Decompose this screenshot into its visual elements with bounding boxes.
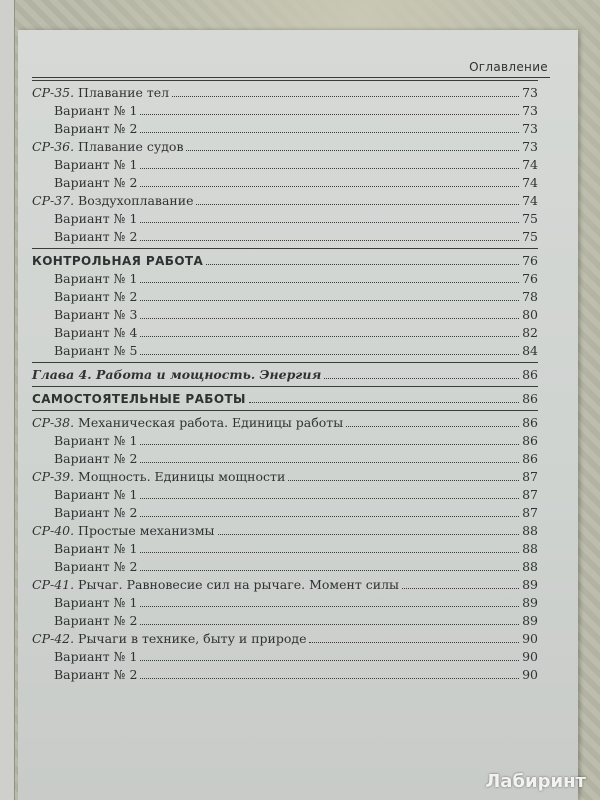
toc-sub-entry (32, 558, 538, 576)
toc-entry-page: 86 (522, 415, 538, 430)
toc-sub-entry (32, 306, 538, 324)
toc-entry-page: 73 (522, 103, 538, 118)
leader-dots (140, 281, 519, 283)
toc-entry-ref: СР-37. (32, 193, 75, 208)
toc-entry-page: 90 (522, 667, 538, 682)
toc-entry-page: 74 (522, 157, 538, 172)
leader-dots (402, 587, 519, 589)
toc-entry-text: Мощность. Единицы мощности (74, 469, 286, 484)
leader-dots (140, 221, 519, 223)
toc-entry-page: 88 (522, 559, 538, 574)
toc-entry (32, 84, 538, 102)
leader-dots (140, 317, 519, 319)
toc-sub-entry (32, 270, 538, 288)
toc-entry-title: Вариант № 1 (54, 103, 138, 118)
toc-entry-title: Вариант № 1 (54, 649, 138, 664)
toc-entry-title: Вариант № 1 (54, 541, 138, 556)
leader-dots (186, 149, 519, 151)
toc-sub-entry (32, 288, 538, 306)
toc-entry-title: Глава 4. Работа и мощность. Энергия (32, 367, 322, 382)
toc-entry-page: 75 (522, 211, 538, 226)
leader-dots (324, 377, 519, 379)
toc-entry-independent (32, 390, 538, 408)
toc-entry-title (32, 84, 169, 102)
toc-entry-page: 90 (522, 649, 538, 664)
leader-dots (140, 353, 519, 355)
toc-entry-title: Вариант № 2 (54, 175, 138, 190)
toc-sub-entry (32, 612, 538, 630)
toc-entry (32, 414, 538, 432)
toc-entry-page: 89 (522, 577, 538, 592)
toc-block-1 (32, 84, 538, 246)
toc-entry-page: 73 (522, 121, 538, 136)
toc-entry-title: Вариант № 1 (54, 271, 138, 286)
watermark-logo: Лабиринт (485, 771, 586, 792)
leader-dots (218, 533, 520, 535)
toc-entry-page: 76 (522, 271, 538, 286)
left-page-edge (0, 0, 15, 800)
toc-entry-title: Вариант № 3 (54, 307, 138, 322)
toc-entry-page: 80 (522, 307, 538, 322)
toc-entry-page: 86 (522, 391, 538, 406)
toc-entry-ref: СР-36. (32, 139, 75, 154)
leader-dots (140, 167, 519, 169)
toc-entry-title: Вариант № 2 (54, 451, 138, 466)
toc-sub-entry (32, 102, 538, 120)
toc-entry-title: Вариант № 1 (54, 487, 138, 502)
toc-entry-title (32, 468, 285, 486)
toc-entry-title (32, 192, 193, 210)
toc-entry-page: 76 (522, 253, 538, 268)
leader-dots (140, 113, 519, 115)
toc-entry-title: Вариант № 1 (54, 595, 138, 610)
leader-dots (140, 623, 519, 625)
toc-entry-ref: СР-40. (32, 523, 75, 538)
toc-entry-page: 78 (522, 289, 538, 304)
separator (32, 362, 538, 363)
leader-dots (140, 131, 519, 133)
leader-dots (140, 605, 519, 607)
toc-entry-title: Вариант № 1 (54, 433, 138, 448)
separator (32, 248, 538, 249)
leader-dots (196, 203, 519, 205)
toc-entry (32, 468, 538, 486)
toc-entry-text: Воздухоплавание (74, 193, 194, 208)
toc-entry-title: Вариант № 1 (54, 157, 138, 172)
toc-sub-entry (32, 504, 538, 522)
toc-entry-title: САМОСТОЯТЕЛЬНЫЕ РАБОТЫ (32, 392, 246, 406)
toc-entry-page: 88 (522, 523, 538, 538)
separator (32, 410, 538, 411)
toc-entry-text: Рычаг. Равновесие сил на рычаге. Момент силы (74, 577, 399, 592)
toc-entry-title (32, 522, 215, 540)
toc-entry-title: Вариант № 5 (54, 343, 138, 358)
toc-sub-entry (32, 210, 538, 228)
toc-sub-entry (32, 174, 538, 192)
separator (32, 80, 538, 81)
toc-entry-title (32, 414, 343, 432)
leader-dots (140, 677, 519, 679)
toc-sub-entry (32, 540, 538, 558)
toc-entry-ref: СР-38. (32, 415, 75, 430)
toc-entry-ref: СР-35. (32, 85, 75, 100)
leader-dots (140, 461, 519, 463)
toc-entry-title: Вариант № 2 (54, 613, 138, 628)
toc-sub-entry (32, 450, 538, 468)
toc-entry-page: 75 (522, 229, 538, 244)
toc-entry-text: Плавание судов (74, 139, 184, 154)
toc-sub-entry (32, 666, 538, 684)
toc-entry (32, 522, 538, 540)
toc-entry-page: 82 (522, 325, 538, 340)
toc-entry-page: 86 (522, 433, 538, 448)
toc-entry-title: Вариант № 2 (54, 121, 138, 136)
toc-entry-page: 74 (522, 193, 538, 208)
leader-dots (140, 443, 519, 445)
toc-entry-page: 87 (522, 487, 538, 502)
toc-entry-text: Механическая работа. Единицы работы (74, 415, 344, 430)
toc-sub-entry (32, 648, 538, 666)
toc-entry-ref: СР-39. (32, 469, 75, 484)
toc-sub-entry (32, 156, 538, 174)
leader-dots (309, 641, 519, 643)
leader-dots (249, 401, 519, 403)
toc-sub-entry (32, 594, 538, 612)
toc-entry-title: Вариант № 2 (54, 559, 138, 574)
leader-dots (140, 515, 519, 517)
running-head: Оглавление (469, 60, 548, 74)
toc-entry-title (32, 138, 183, 156)
leader-dots (172, 95, 519, 97)
toc-entry (32, 192, 538, 210)
toc-entry-title: Вариант № 2 (54, 229, 138, 244)
leader-dots (140, 551, 519, 553)
toc-entry (32, 576, 538, 594)
leader-dots (288, 479, 519, 481)
toc-entry-page: 87 (522, 469, 538, 484)
leader-dots (140, 299, 519, 301)
toc-sub-entry (32, 342, 538, 360)
separator (32, 386, 538, 387)
toc-entry-text: Рычаги в технике, быту и природе (74, 631, 307, 646)
toc-entry-page: 90 (522, 631, 538, 646)
toc-entry-title (32, 576, 399, 594)
leader-dots (140, 659, 519, 661)
toc-entry-title: Вариант № 2 (54, 289, 138, 304)
leader-dots (140, 239, 519, 241)
toc-block-2 (32, 414, 538, 684)
toc-entry-page: 88 (522, 541, 538, 556)
toc-entry-title: КОНТРОЛЬНАЯ РАБОТА (32, 254, 204, 268)
toc-entry-page: 73 (522, 139, 538, 154)
toc-entry-page: 84 (522, 343, 538, 358)
table-of-contents (32, 78, 538, 684)
toc-control-items (32, 270, 538, 360)
toc-sub-entry (32, 432, 538, 450)
leader-dots (206, 263, 519, 265)
toc-entry-page: 89 (522, 613, 538, 628)
toc-entry-page: 87 (522, 505, 538, 520)
toc-sub-entry (32, 324, 538, 342)
toc-entry-page: 89 (522, 595, 538, 610)
leader-dots (140, 569, 519, 571)
toc-entry-title: Вариант № 2 (54, 505, 138, 520)
toc-entry-title (32, 630, 306, 648)
toc-entry (32, 630, 538, 648)
toc-entry-title: Вариант № 1 (54, 211, 138, 226)
leader-dots (346, 425, 519, 427)
leader-dots (140, 497, 519, 499)
toc-entry-page: 86 (522, 451, 538, 466)
book-page (18, 30, 578, 800)
toc-entry-page: 74 (522, 175, 538, 190)
toc-entry-ref: СР-41. (32, 577, 75, 592)
leader-dots (140, 185, 519, 187)
toc-entry (32, 138, 538, 156)
toc-sub-entry (32, 120, 538, 138)
toc-entry-ref: СР-42. (32, 631, 75, 646)
toc-entry-text: Плавание тел (74, 85, 170, 100)
leader-dots (140, 335, 519, 337)
toc-entry-title: Вариант № 2 (54, 667, 138, 682)
toc-sub-entry (32, 228, 538, 246)
toc-entry-text: Простые механизмы (74, 523, 215, 538)
toc-entry-title: Вариант № 4 (54, 325, 138, 340)
toc-entry-page: 86 (522, 367, 538, 382)
toc-entry-page: 73 (522, 85, 538, 100)
toc-entry-control (32, 252, 538, 270)
toc-entry-chapter (32, 366, 538, 384)
toc-sub-entry (32, 486, 538, 504)
